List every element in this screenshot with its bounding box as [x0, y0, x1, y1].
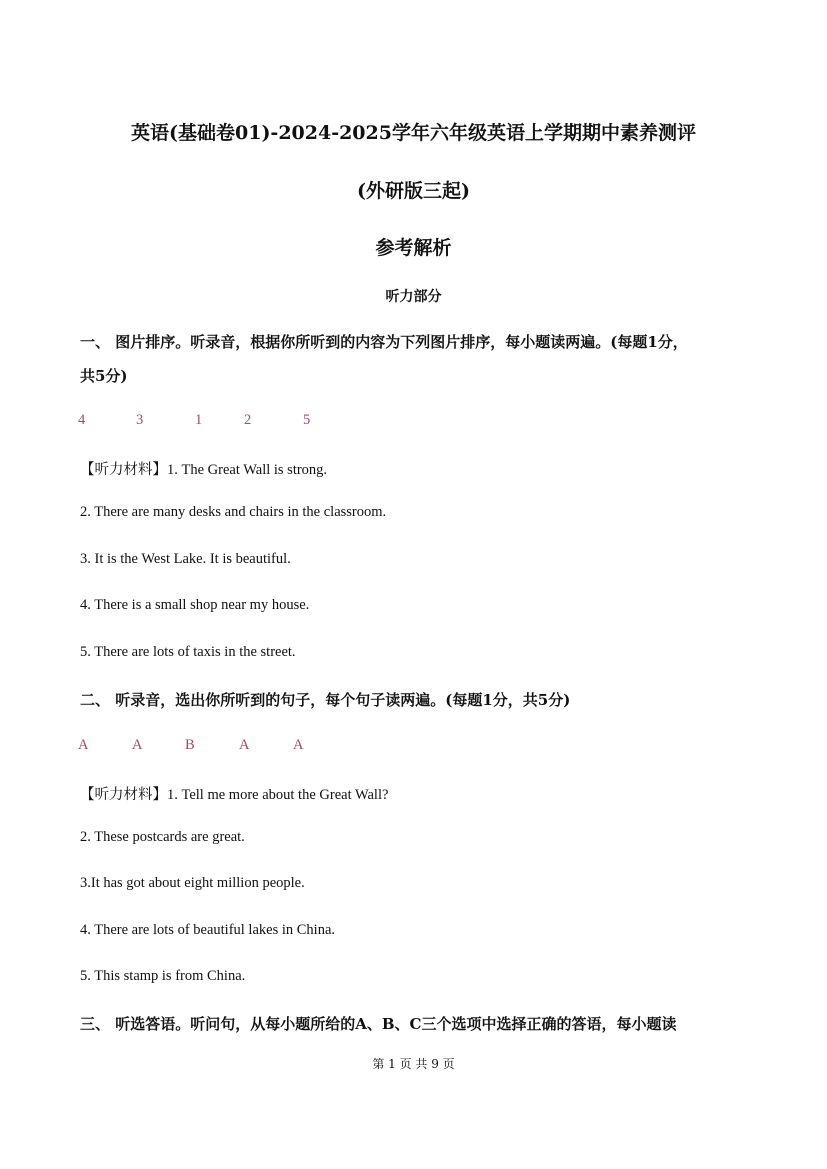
q2-answer: A: [132, 737, 143, 753]
q2-answer: A: [293, 737, 304, 753]
section-title: 听力部分: [385, 289, 442, 305]
q2-material-line: 3.It has got about eight million people.: [80, 875, 305, 891]
q1-answer: 1: [195, 412, 203, 428]
q1-answer: 3: [136, 412, 144, 428]
q2-answer: B: [185, 737, 195, 753]
q2-answer: A: [78, 737, 89, 753]
q1-material-line: 3. It is the West Lake. It is beautiful.: [80, 551, 291, 567]
q1-material-line: 2. There are many desks and chairs in the classroom.: [80, 504, 387, 520]
q1-answer: 4: [78, 412, 86, 428]
q2-heading: 二、 听录音，选出你所听到的句子，每个句子读两遍。(每题1分，共5分): [80, 691, 571, 709]
page-footer: 第 1 页 共 9 页: [372, 1057, 455, 1071]
q1-heading-line2: 共5分): [80, 367, 128, 385]
q1-material-line: 5. There are lots of taxis in the street.: [80, 644, 296, 660]
q1-material-line: 4. There is a small shop near my house.: [80, 597, 310, 613]
q2-answer: A: [239, 737, 250, 753]
q2-material-line: [80, 783, 388, 804]
q2-material-line: 2. These postcards are great.: [80, 829, 245, 845]
q2-material-line: 5. This stamp is from China.: [80, 968, 246, 984]
material-label: 【听力材料】: [80, 787, 167, 803]
q1-heading-line1: 一、 图片排序。听录音，根据你所听到的内容为下列图片排序，每小题读两遍。(每题1分，: [80, 333, 688, 351]
q1-answer: 5: [303, 412, 311, 428]
doc-title-line1: 英语(基础卷01)-2024-2025学年六年级英语上学期期中素养测评: [131, 122, 696, 144]
doc-title-line2: (外研版三起): [357, 180, 470, 202]
q3-heading: 三、 听选答语。听问句，从每小题所给的A、B、C三个选项中选择正确的答语，每小题读: [80, 1015, 677, 1033]
doc-title-line3: 参考解析: [375, 237, 452, 259]
q2-material-line: 4. There are lots of beautiful lakes in China.: [80, 922, 336, 938]
material-text: 1. The Great Wall is strong.: [167, 462, 328, 478]
q1-material-line: [80, 458, 327, 479]
material-text: 1. Tell me more about the Great Wall?: [167, 787, 389, 803]
q1-answer: 2: [244, 412, 252, 428]
material-label: 【听力材料】: [80, 462, 167, 478]
